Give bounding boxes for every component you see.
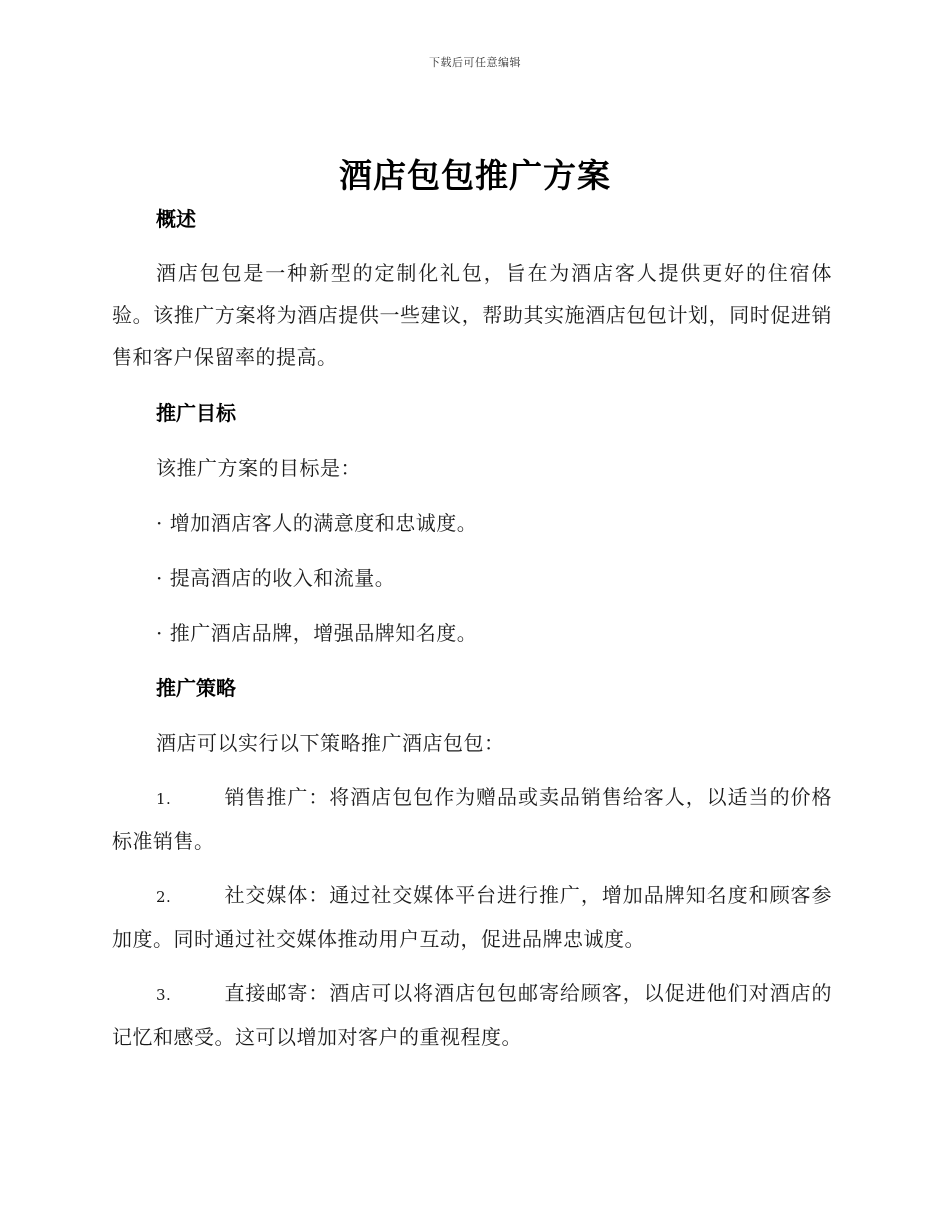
- section-heading-overview: 概述: [156, 207, 196, 231]
- overview-paragraph: 酒店包包是一种新型的定制化礼包，旨在为酒店客人提供更好的住宿体验。该推广方案将为酒店提供一些建议，帮助其实施酒店包包计划，同时促进销售和客户保留率的提高。: [112, 261, 832, 369]
- list-item-number: 1.: [156, 790, 172, 808]
- strategy-list-item: [112, 874, 832, 960]
- strategy-list-item: [112, 972, 832, 1058]
- document-title: 酒店包包推广方案: [339, 156, 611, 195]
- strategy-list-item: [112, 776, 832, 862]
- list-item-number: 2.: [156, 888, 172, 906]
- list-item-text: 销售推广：将酒店包包作为赠品或卖品销售给客人，以适当的价格标准销售。: [112, 785, 832, 853]
- section-heading-goals: 推广目标: [156, 401, 236, 425]
- goal-bullet-item: · 增加酒店客人的满意度和忠诚度。: [156, 511, 478, 535]
- goals-intro: 该推广方案的目标是：: [156, 456, 361, 480]
- list-item-text: 社交媒体：通过社交媒体平台进行推广，增加品牌知名度和顾客参加度。同时通过社交媒体推动用户互动，促进品牌忠诚度。: [112, 883, 832, 951]
- list-item-text: 直接邮寄：酒店可以将酒店包包邮寄给顾客，以促进他们对酒店的记忆和感受。这可以增加对客户的重视程度。: [112, 981, 832, 1049]
- goal-bullet-item: · 提高酒店的收入和流量。: [156, 566, 396, 590]
- goal-bullet-item: · 推广酒店品牌，增强品牌知名度。: [156, 621, 478, 645]
- strategy-intro: 酒店可以实行以下策略推广酒店包包：: [156, 731, 505, 755]
- section-heading-strategy: 推广策略: [156, 676, 236, 700]
- list-item-number: 3.: [156, 986, 172, 1004]
- header-note: 下载后可任意编辑: [429, 56, 521, 69]
